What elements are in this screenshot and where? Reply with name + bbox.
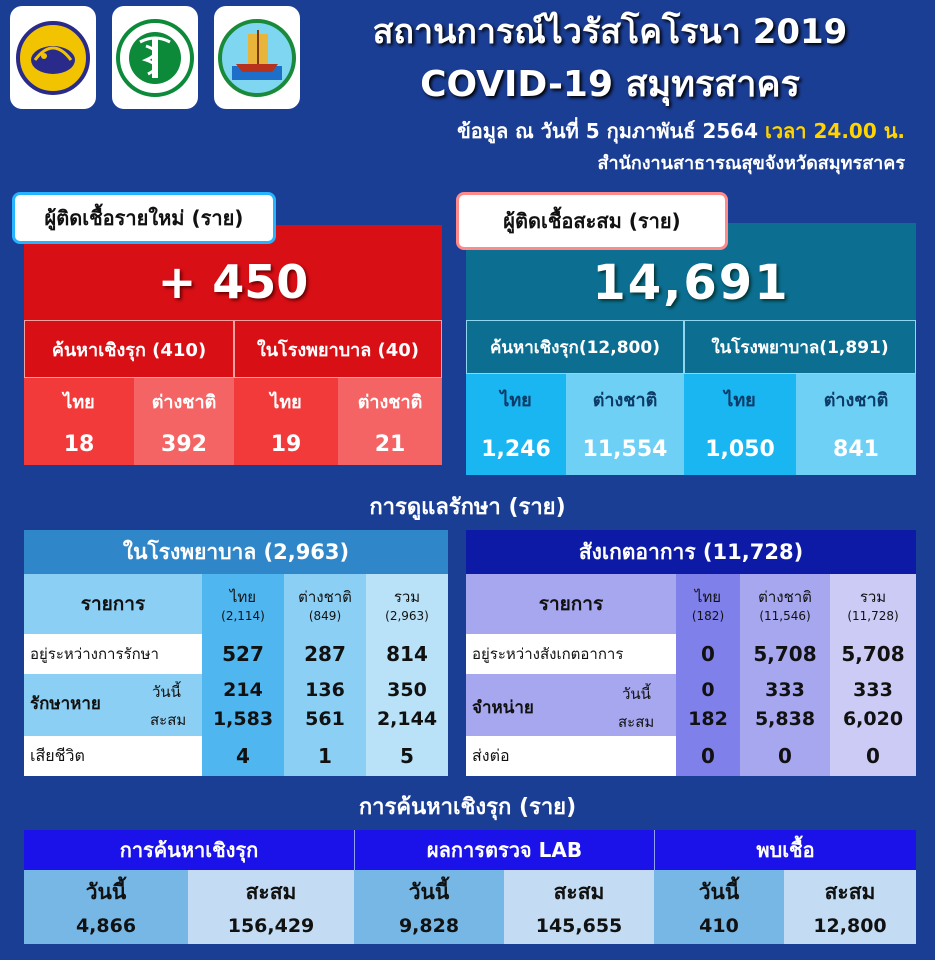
observe-row1-label: อยู่ระหว่างสังเกตอาการ xyxy=(466,634,676,674)
observe-col-foreign xyxy=(740,574,830,634)
title-line2: COVID-19 สมุทรสาคร xyxy=(420,64,800,105)
search-group2-cum-label: สะสม xyxy=(553,879,605,904)
observe-col-total-label: รวม xyxy=(859,588,887,606)
samut-sakhon-seal-logo xyxy=(214,6,300,109)
search-group2-today-value: 9,828 xyxy=(398,915,460,937)
hospital-col-foreign-sub: (849) xyxy=(308,609,342,623)
hospital-row2-cum-foreign: 561 xyxy=(305,708,345,730)
observe-col-item: รายการ xyxy=(466,574,676,634)
new-active-foreign-header: ต่างชาติ xyxy=(134,378,234,424)
hospital-col-thai-label: ไทย xyxy=(229,588,257,606)
hospital-row3-total: 5 xyxy=(366,736,448,776)
date-line xyxy=(300,116,905,146)
observe-row2-today-label: วันนี้ xyxy=(622,685,651,703)
observe-col-total xyxy=(830,574,916,634)
search-group1-today-value: 4,866 xyxy=(75,915,137,937)
hospital-row1-total: 814 xyxy=(366,634,448,674)
new-active-thai-value: 18 xyxy=(24,424,134,465)
new-active-label: ค้นหาเชิงรุก (410) xyxy=(24,320,234,378)
hospital-col-total-sub: (2,963) xyxy=(385,609,429,623)
search-group3-header: พบเชื้อ xyxy=(654,830,916,870)
cumulative-total: 14,691 xyxy=(592,255,790,311)
new-hospital-foreign-header: ต่างชาติ xyxy=(338,378,442,424)
cum-hospital-thai-value: 1,050 xyxy=(684,424,796,475)
observe-row3-foreign: 0 xyxy=(740,736,830,776)
observe-col-thai-label: ไทย xyxy=(694,588,722,606)
search-group1-today-label: วันนี้ xyxy=(85,879,127,904)
hospital-col-foreign xyxy=(284,574,366,634)
title-line1: สถานการณ์ไวรัสโคโรนา 2019 xyxy=(372,12,848,52)
search-group3-today-label: วันนี้ xyxy=(698,879,740,904)
observe-row1-thai: 0 xyxy=(676,634,740,674)
observe-row3-thai: 0 xyxy=(676,736,740,776)
search-group3-cum-label: สะสม xyxy=(824,879,876,904)
date-text: ข้อมูล ณ วันที่ 5 กุมภาพันธ์ 2564 xyxy=(457,119,759,143)
new-cases-label: ผู้ติดเชื้อรายใหม่ (ราย) xyxy=(12,192,276,244)
new-hospital-foreign-value: 21 xyxy=(338,424,442,465)
hospital-row2-today-foreign: 136 xyxy=(305,679,345,701)
interior-logo xyxy=(10,6,96,109)
hospital-table-header: ในโรงพยาบาล (2,963) xyxy=(24,530,448,574)
observe-table-header: สังเกตอาการ (11,728) xyxy=(466,530,916,574)
new-cases-total: + 450 xyxy=(157,255,309,309)
hospital-row2-cum-thai: 1,583 xyxy=(212,708,274,730)
source-text: สำนักงานสาธารณสุขจังหวัดสมุทรสาคร xyxy=(597,153,905,174)
observe-row1-foreign: 5,708 xyxy=(740,634,830,674)
observe-row3-label: ส่งต่อ xyxy=(466,736,676,776)
observe-col-total-sub: (11,728) xyxy=(847,609,899,623)
care-title: การดูแลรักษา (ราย) xyxy=(369,494,566,520)
observe-row2-cum-thai: 182 xyxy=(688,708,728,730)
observe-row3-total: 0 xyxy=(830,736,916,776)
cum-hospital-thai-header: ไทย xyxy=(684,374,796,424)
new-hospital-label: ในโรงพยาบาล (40) xyxy=(234,320,442,378)
observe-col-foreign-sub: (11,546) xyxy=(759,609,811,623)
hospital-row2-today-thai: 214 xyxy=(223,679,263,701)
public-health-logo xyxy=(112,6,198,109)
cum-active-foreign-value: 11,554 xyxy=(566,424,684,475)
observe-row2-today-total: 333 xyxy=(853,679,893,701)
hospital-col-total-label: รวม xyxy=(393,588,421,606)
search-group1-cum-value: 156,429 xyxy=(227,915,315,937)
hospital-row1-label: อยู่ระหว่างการรักษา xyxy=(24,634,202,674)
hospital-row2-cum-total: 2,144 xyxy=(376,708,438,730)
hospital-row2-today-label: วันนี้ xyxy=(152,683,181,701)
hospital-row2-today-total: 350 xyxy=(387,679,427,701)
cum-hospital-foreign-value: 841 xyxy=(796,424,916,475)
search-group1-cum-label: สะสม xyxy=(245,879,297,904)
observe-col-thai xyxy=(676,574,740,634)
hospital-row2-label: รักษาหาย xyxy=(30,694,101,714)
observe-row2-today-thai: 0 xyxy=(701,679,715,701)
cum-hospital-foreign-header: ต่างชาติ xyxy=(796,374,916,424)
cum-hospital-label: ในโรงพยาบาล(1,891) xyxy=(684,320,916,374)
observe-col-thai-sub: (182) xyxy=(691,609,725,623)
cum-active-foreign-header: ต่างชาติ xyxy=(566,374,684,424)
hospital-col-thai-sub: (2,114) xyxy=(221,609,265,623)
hospital-col-foreign-label: ต่างชาติ xyxy=(298,588,352,606)
time-text: เวลา 24.00 น. xyxy=(764,119,905,143)
search-group3-cum-value: 12,800 xyxy=(813,915,887,937)
observe-row2-cum-foreign: 5,838 xyxy=(754,708,816,730)
observe-row2-label: จำหน่าย xyxy=(472,698,534,718)
observe-row2-cum-total: 6,020 xyxy=(842,708,904,730)
observe-row2-today-foreign: 333 xyxy=(765,679,805,701)
search-title: การค้นหาเชิงรุก (ราย) xyxy=(358,794,577,820)
cum-active-label: ค้นหาเชิงรุก(12,800) xyxy=(466,320,684,374)
hospital-row1-foreign: 287 xyxy=(284,634,366,674)
search-group2-today-label: วันนี้ xyxy=(408,879,450,904)
cum-active-thai-value: 1,246 xyxy=(466,424,566,475)
hospital-col-thai xyxy=(202,574,284,634)
observe-row2-cum-label: สะสม xyxy=(618,713,655,731)
hospital-row2-cum-label: สะสม xyxy=(150,711,187,729)
observe-col-foreign-label: ต่างชาติ xyxy=(758,588,812,606)
new-active-thai-header: ไทย xyxy=(24,378,134,424)
hospital-row3-foreign: 1 xyxy=(284,736,366,776)
new-hospital-thai-value: 19 xyxy=(234,424,338,465)
hospital-row1-thai: 527 xyxy=(202,634,284,674)
hospital-row3-thai: 4 xyxy=(202,736,284,776)
observe-row1-total: 5,708 xyxy=(830,634,916,674)
hospital-row3-label: เสียชีวิต xyxy=(24,736,202,776)
cumulative-label: ผู้ติดเชื้อสะสม (ราย) xyxy=(456,192,728,250)
hospital-col-total xyxy=(366,574,448,634)
search-group2-header: ผลการตรวจ LAB xyxy=(354,830,654,870)
cum-active-thai-header: ไทย xyxy=(466,374,566,424)
search-group2-cum-value: 145,655 xyxy=(535,915,623,937)
search-group1-header: การค้นหาเชิงรุก xyxy=(24,830,354,870)
new-hospital-thai-header: ไทย xyxy=(234,378,338,424)
hospital-col-item: รายการ xyxy=(24,574,202,634)
new-active-foreign-value: 392 xyxy=(134,424,234,465)
search-group3-today-value: 410 xyxy=(699,915,739,937)
